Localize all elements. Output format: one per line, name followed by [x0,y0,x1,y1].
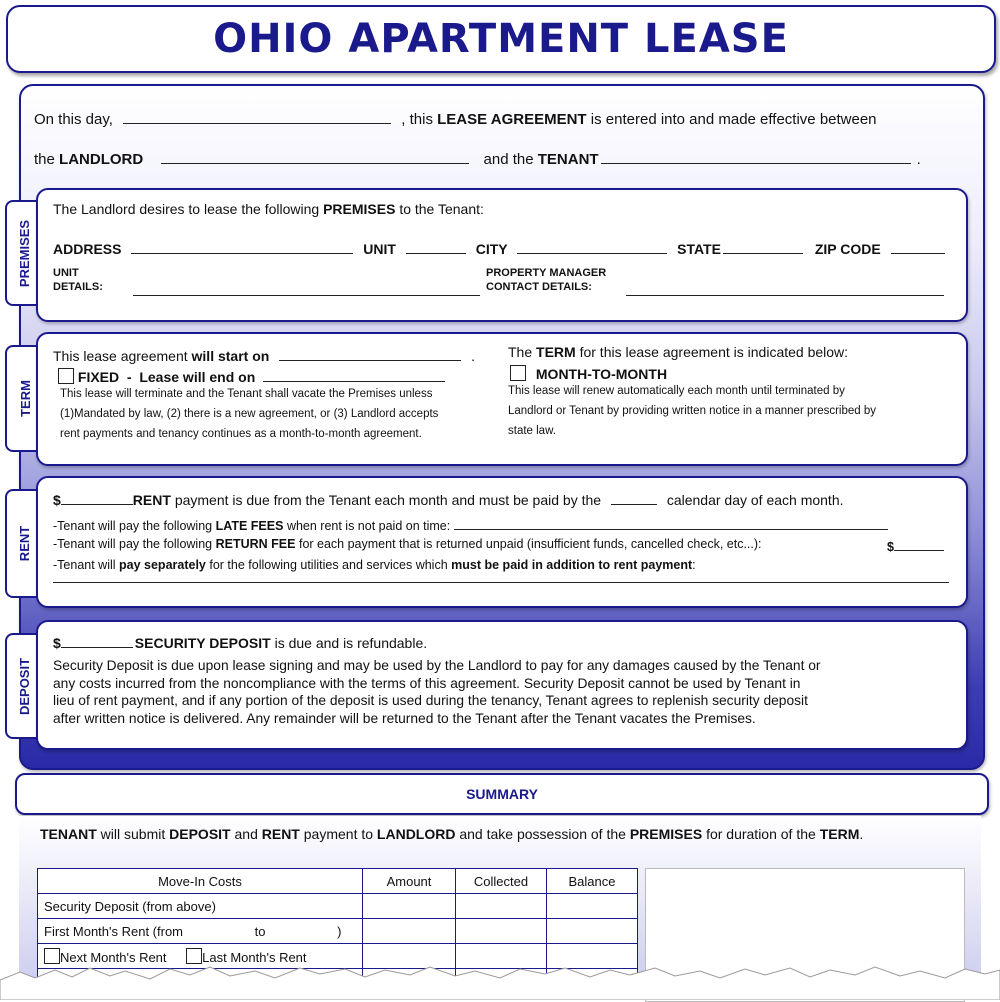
tab-label: TERM [17,380,33,417]
mtm-checkbox[interactable] [510,365,526,381]
rent-day-field[interactable] [611,488,657,505]
table-row [38,894,638,919]
start-date-field[interactable] [279,344,461,361]
unit-field[interactable] [406,237,466,254]
unit-label: UNIT [363,241,396,257]
return-fee-field[interactable] [894,537,944,551]
landlord-field[interactable] [161,147,469,164]
utilities-field[interactable] [53,581,949,583]
summary-statement: TENANT will submit DEPOSIT and RENT payment to LANDLORD and take possession of the PREMISES for duration of the TERM. [40,826,864,842]
balance-cell[interactable] [547,894,638,919]
col-move-in-costs: Move-In Costs [38,869,363,894]
summary-label: SUMMARY [466,786,538,802]
row-label: First Month's Rent (from to ) [38,919,363,944]
col-amount: Amount [363,869,456,894]
table-row [38,919,638,944]
tenant-label: TENANT [537,151,599,168]
city-label: CITY [475,241,508,257]
term-card [36,332,968,466]
intro-text: . [916,151,921,168]
deposit-amount-field[interactable] [61,631,133,648]
term-indicator: The TERM for this lease agreement is indicated below: [508,344,849,360]
state-label: STATE [677,241,721,257]
tenant-field[interactable] [601,147,911,164]
address-field[interactable] [131,237,353,254]
intro-text: is entered into and made effective between [590,111,877,128]
city-field[interactable] [517,237,667,254]
end-date-field[interactable] [263,365,445,382]
deposit-card [36,620,968,750]
intro-bold: LEASE AGREEMENT [437,111,587,128]
torn-edge [0,962,1000,1000]
row-label: Next Month's Rent Last Month's Rent [38,944,363,969]
deposit-head: $ SECURITY DEPOSIT is due and is refundable. [53,631,427,651]
intro-line-1 [34,107,877,128]
pm-label: PROPERTY MANAGER CONTACT DETAILS: [486,267,607,293]
intro-text: On this day, [34,111,113,128]
pm-field[interactable] [626,279,944,296]
return-fee-row: -Tenant will pay the following RETURN FEE for each payment that is returned unpaid (insufficient funds, cancelled check, etc...): [53,537,762,551]
title-box [6,5,996,73]
rent-card [36,476,968,608]
fixed-desc: This lease will terminate and the Tenant shall vacate the Premises unless (1)Mandated by law, (2) there is a new agreement, or (3) Landlord accepts rent payments and tenancy continues as a month-to-month agreement. [60,388,439,440]
unit-details-label: UNIT DETAILS: [53,267,103,293]
address-row [53,237,945,257]
date-field[interactable] [123,107,391,124]
mtm-option: MONTH-TO-MONTH [510,365,667,382]
zip-label: ZIP CODE [814,241,881,257]
rent-amount-field[interactable] [61,488,133,505]
late-fees-field[interactable] [454,516,888,530]
state-field[interactable] [723,237,803,254]
mtm-desc: This lease will renew automatically each month until terminated by Landlord or Tenant by providing written notice in a manner prescribed by state law. [508,385,876,437]
address-label: ADDRESS [53,241,122,257]
term-start: This lease agreement will start on . [53,344,475,364]
landlord-label: LANDLORD [59,151,144,168]
premises-card [36,188,968,322]
amount-cell[interactable] [363,894,456,919]
intro-line-2 [34,147,921,168]
intro-text: , this [401,111,433,128]
col-collected: Collected [456,869,547,894]
collected-cell[interactable] [456,894,547,919]
premises-desc: The Landlord desires to lease the following PREMISES to the Tenant: [53,201,484,217]
row-label: Security Deposit (from above) [38,894,363,919]
summary-header [15,773,989,815]
utilities-row: -Tenant will pay separately for the following utilities and services which must be paid in addition to rent payment: [53,558,696,572]
return-fee-amount: $ [887,537,944,554]
unit-details-field[interactable] [133,279,480,296]
rent-due: $ RENT payment is due from the Tenant each month and must be paid by the calendar day of each month. [53,488,844,508]
col-balance: Balance [547,869,638,894]
deposit-terms: Security Deposit is due upon lease signing and may be used by the Landlord to pay for any damages caused by the Tenant or any costs incurred from the noncompliance with the terms of this agreement. Security Deposit cannot be used by Tenant in lieu of rent payment, and if any portion of the deposit is used during the tenancy, Tenant agrees to replenish security deposit after written notice is delivered. Any remainder will be returned to the Tenant after the Tenant vacates the Premises. [53,658,821,726]
collected-cell[interactable] [456,919,547,944]
table-header-row [38,869,638,894]
tab-label: PREMISES [17,219,33,287]
late-fees-row: -Tenant will pay the following LATE FEES when rent is not paid on time: [53,516,888,533]
fixed-option: FIXED - Lease will end on [58,365,445,385]
document-title: OHIO APARTMENT LEASE [213,16,789,62]
intro-text: the [34,151,55,168]
intro-text: and the [483,151,534,168]
amount-cell[interactable] [363,919,456,944]
tab-label: DEPOSIT [17,657,33,715]
zip-field[interactable] [891,237,945,254]
fixed-checkbox[interactable] [58,368,74,384]
balance-cell[interactable] [547,919,638,944]
tab-label: RENT [17,525,33,562]
